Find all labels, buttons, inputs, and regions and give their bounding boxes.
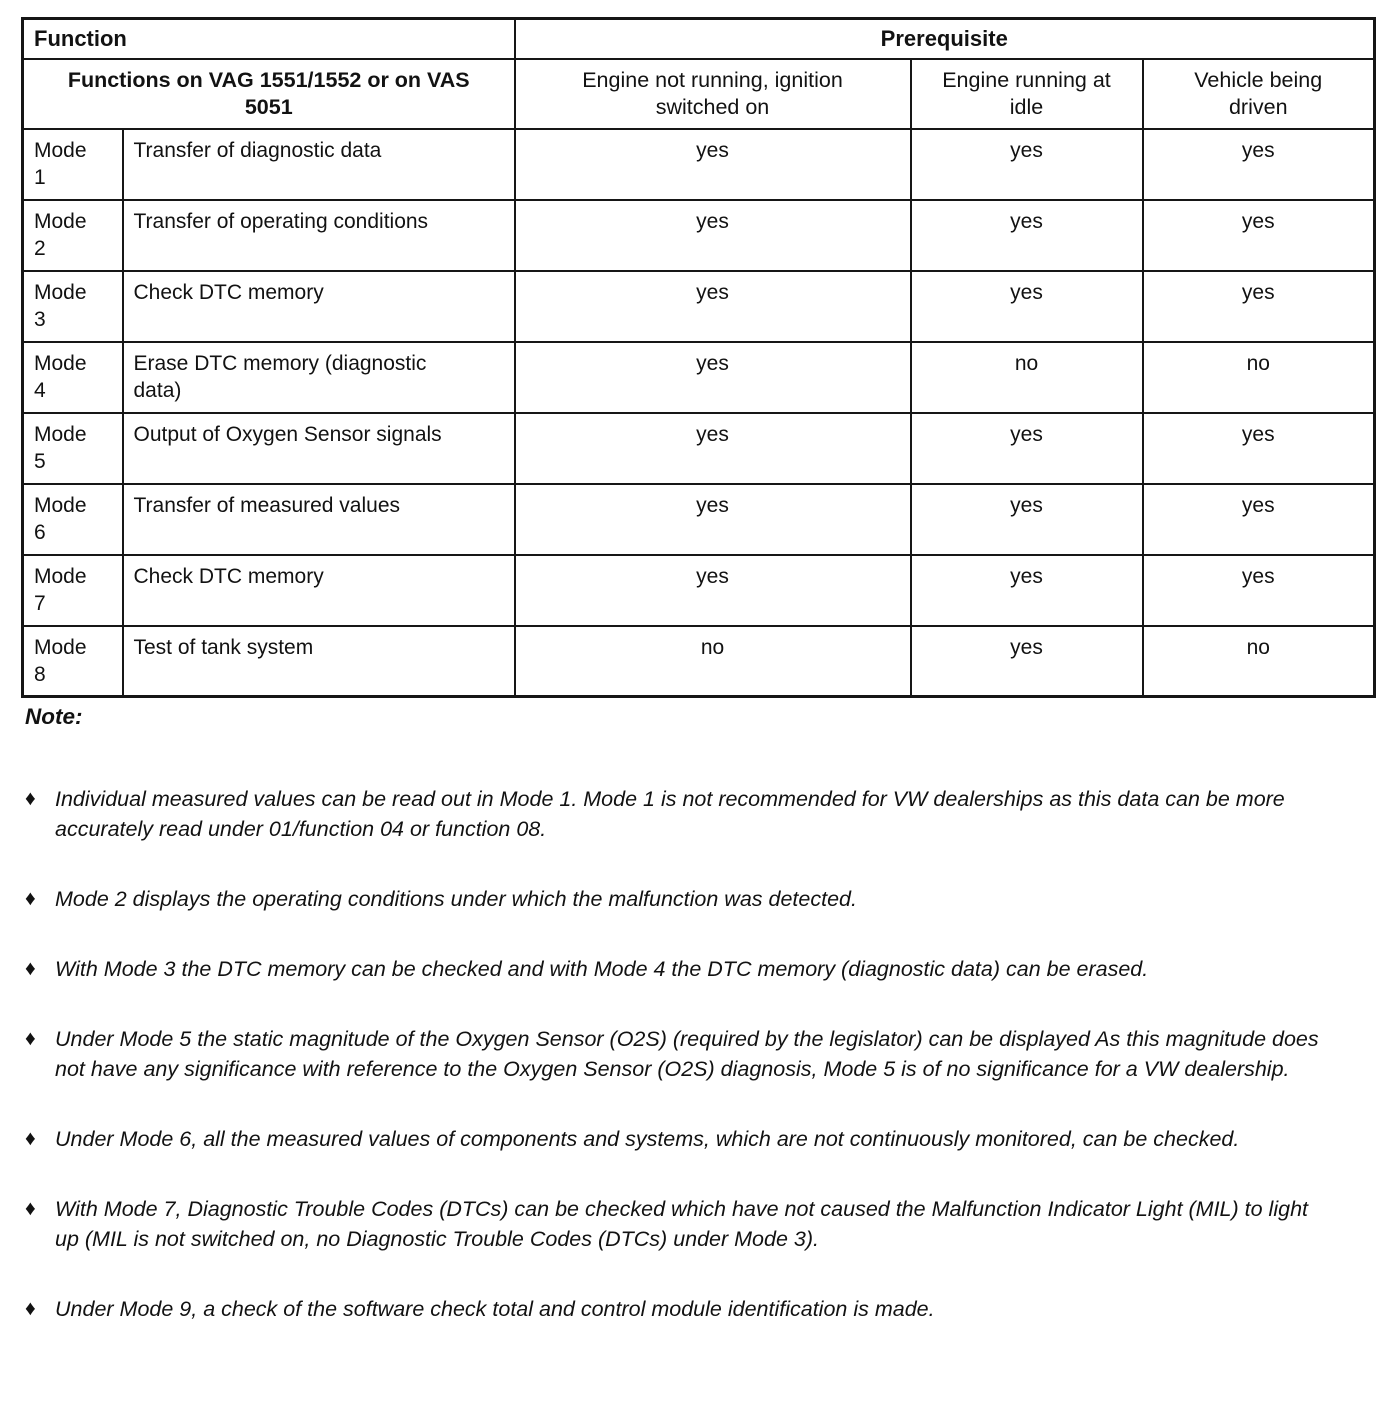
prereq-idle-cell: yes <box>911 271 1143 342</box>
mode-cell: Mode 2 <box>23 200 123 271</box>
mode-cell: Mode 4 <box>23 342 123 413</box>
mode-cell: Mode 7 <box>23 555 123 626</box>
diamond-bullet-icon: ♦ <box>25 1127 36 1150</box>
prereq-ignition-cell: no <box>515 626 911 697</box>
prereq-driven-cell: yes <box>1143 555 1375 626</box>
table-row-mode-3 <box>23 271 1375 342</box>
note-item <box>25 784 1337 844</box>
note-item <box>25 954 1337 984</box>
prereq-idle-cell: yes <box>911 129 1143 200</box>
diamond-bullet-icon: ♦ <box>25 887 36 910</box>
table-row-mode-7 <box>23 555 1375 626</box>
note-item <box>25 884 1337 914</box>
function-cell: Transfer of diagnostic data <box>123 129 515 200</box>
modes-prerequisites-table <box>21 17 1376 698</box>
diamond-bullet-icon: ♦ <box>25 1297 36 1320</box>
prereq-idle-cell: yes <box>911 200 1143 271</box>
mode-cell: Mode 6 <box>23 484 123 555</box>
note-text: Under Mode 6, all the measured values of components and systems, which are not continuously monitored, can be checked. <box>55 1127 1240 1151</box>
prereq-ignition-cell: yes <box>515 200 911 271</box>
prereq-driven-cell: yes <box>1143 484 1375 555</box>
prereq-driven-cell: yes <box>1143 200 1375 271</box>
table-header-row-2 <box>23 59 1375 129</box>
function-cell: Output of Oxygen Sensor signals <box>123 413 515 484</box>
note-title: Note: <box>25 704 83 729</box>
prereq-ignition-cell: yes <box>515 555 911 626</box>
mode-cell: Mode 5 <box>23 413 123 484</box>
table-row-mode-6 <box>23 484 1375 555</box>
prereq-ignition-cell: yes <box>515 129 911 200</box>
prereq-ignition-cell: yes <box>515 271 911 342</box>
table-row-mode-1 <box>23 129 1375 200</box>
prereq-ignition-cell: yes <box>515 342 911 413</box>
note-item <box>25 1124 1337 1154</box>
table-row-mode-8 <box>23 626 1375 697</box>
mode-cell: Mode 3 <box>23 271 123 342</box>
note-text: Under Mode 9, a check of the software check total and control module identification is made. <box>55 1297 935 1321</box>
notes-section <box>25 702 1337 1364</box>
mode-cell: Mode 1 <box>23 129 123 200</box>
prereq-ignition-cell: yes <box>515 413 911 484</box>
prereq-driven-cell: yes <box>1143 271 1375 342</box>
note-text: Under Mode 5 the static magnitude of the Oxygen Sensor (O2S) (required by the legislator) can be displayed As this magnitude does not have any significance with reference to the Oxygen Sensor (O2S) diagnosis, Mode 5 is of no significance for a VW dealership. <box>55 1027 1319 1081</box>
note-text: Mode 2 displays the operating conditions under which the malfunction was detected. <box>55 887 857 911</box>
condition-header-idle: Engine running at idle <box>911 59 1143 129</box>
condition-header-ignition-on: Engine not running, ignition switched on <box>515 59 911 129</box>
table-header-row-1 <box>23 19 1375 59</box>
diamond-bullet-icon: ♦ <box>25 1027 36 1050</box>
table-row-mode-4 <box>23 342 1375 413</box>
diamond-bullet-icon: ♦ <box>25 957 36 980</box>
prereq-ignition-cell: yes <box>515 484 911 555</box>
note-item <box>25 1294 1337 1324</box>
prereq-idle-cell: no <box>911 342 1143 413</box>
function-cell: Test of tank system <box>123 626 515 697</box>
table-row-mode-5 <box>23 413 1375 484</box>
note-text: With Mode 7, Diagnostic Trouble Codes (DTCs) can be checked which have not caused the Malfunction Indicator Light (MIL) to light up (MIL is not switched on, no Diagnostic Trouble Codes (DTCs) under Mode 3). <box>55 1197 1308 1251</box>
function-cell: Transfer of operating conditions <box>123 200 515 271</box>
prereq-idle-cell: yes <box>911 555 1143 626</box>
diamond-bullet-icon: ♦ <box>25 787 36 810</box>
prereq-idle-cell: yes <box>911 413 1143 484</box>
table-row-mode-2 <box>23 200 1375 271</box>
prereq-driven-cell: no <box>1143 342 1375 413</box>
functions-device-header: Functions on VAG 1551/1552 or on VAS 5051 <box>23 59 515 129</box>
condition-header-driven: Vehicle being driven <box>1143 59 1375 129</box>
function-cell: Check DTC memory <box>123 271 515 342</box>
function-cell: Check DTC memory <box>123 555 515 626</box>
function-cell: Erase DTC memory (diagnostic data) <box>123 342 515 413</box>
function-header: Function <box>23 19 515 59</box>
diamond-bullet-icon: ♦ <box>25 1197 36 1220</box>
function-cell: Transfer of measured values <box>123 484 515 555</box>
prerequisite-header: Prerequisite <box>515 19 1375 59</box>
note-text: Individual measured values can be read out in Mode 1. Mode 1 is not recommended for VW dealerships as this data can be more accurately read under 01/function 04 or function 08. <box>55 787 1285 841</box>
note-item <box>25 1194 1337 1254</box>
prereq-driven-cell: yes <box>1143 129 1375 200</box>
prereq-driven-cell: yes <box>1143 413 1375 484</box>
note-item <box>25 1024 1337 1084</box>
prereq-idle-cell: yes <box>911 484 1143 555</box>
mode-cell: Mode 8 <box>23 626 123 697</box>
note-text: With Mode 3 the DTC memory can be checked and with Mode 4 the DTC memory (diagnostic data) can be erased. <box>55 957 1149 981</box>
prereq-driven-cell: no <box>1143 626 1375 697</box>
prereq-idle-cell: yes <box>911 626 1143 697</box>
